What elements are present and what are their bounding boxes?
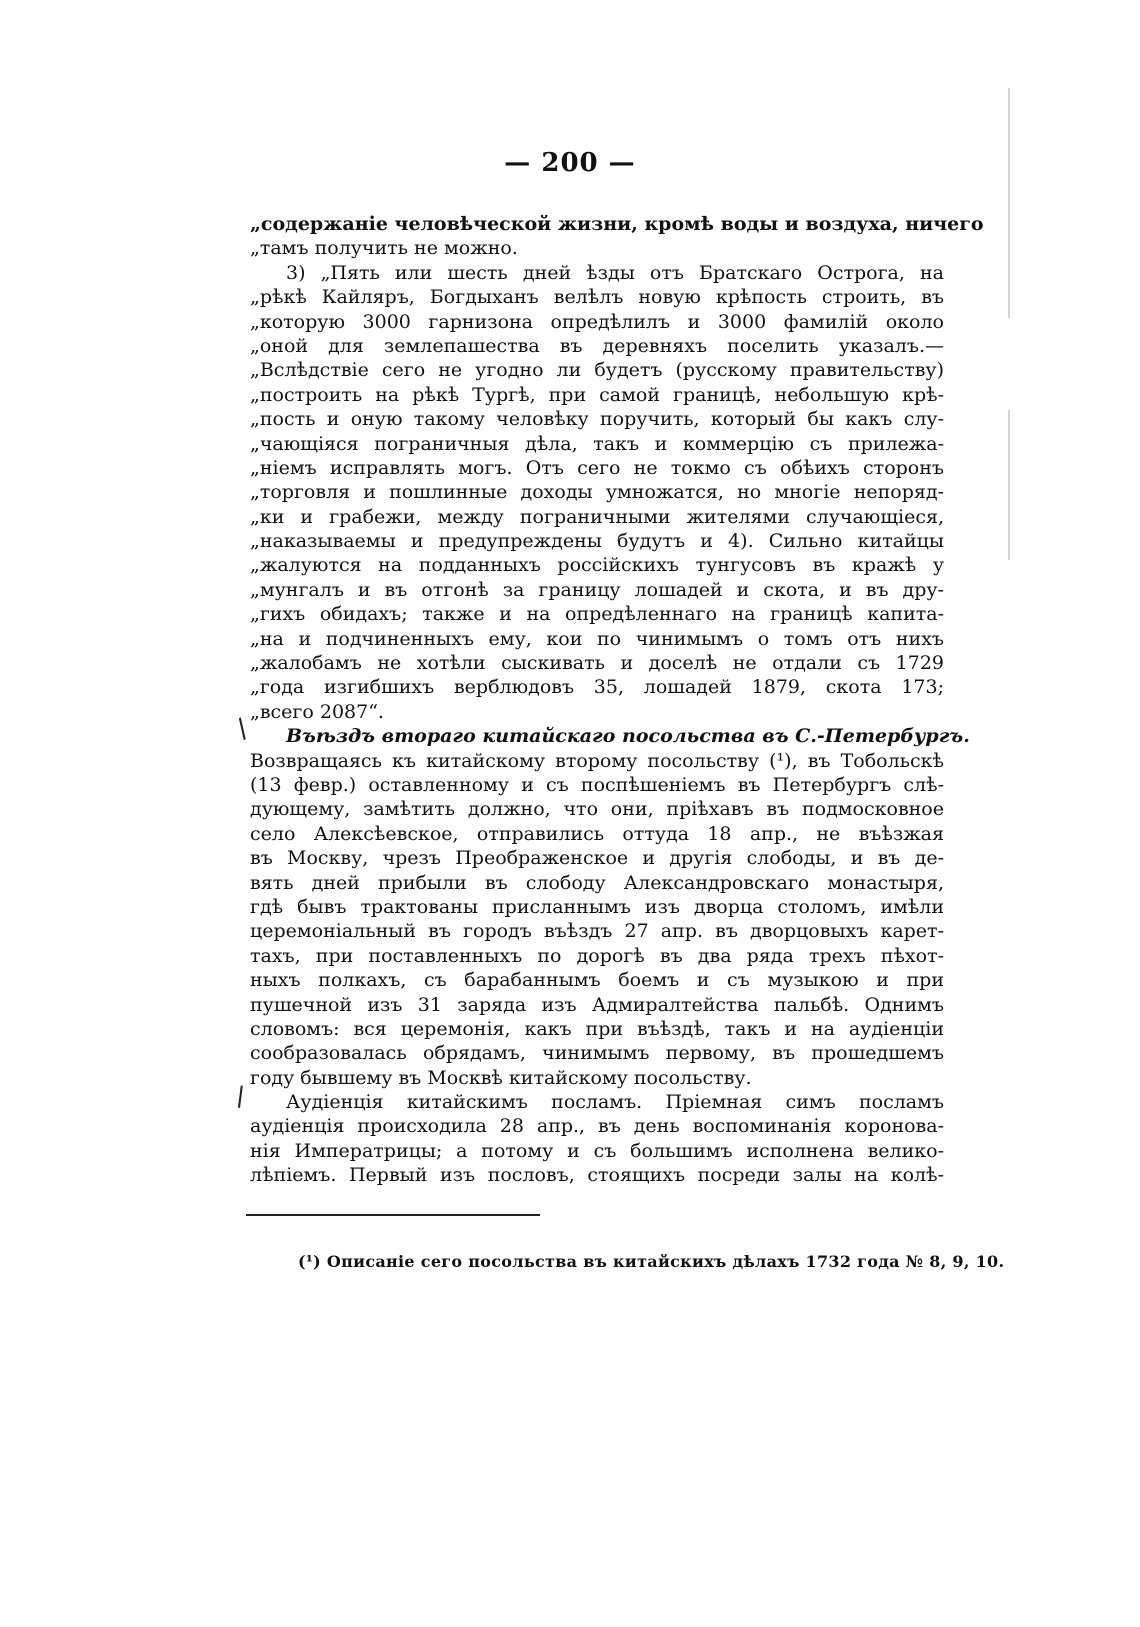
text-line: ныхъ полкахъ, съ барабаннымъ боемъ и съ музыкою и при bbox=[250, 969, 944, 992]
text-line: „на и подчиненныхъ ему, кои по чинимымъ о томъ отъ нихъ bbox=[250, 627, 944, 650]
text-line: нія Императрицы; а потому и съ большимъ исполнена велико- bbox=[250, 1139, 944, 1162]
text-line: (13 февр.) оставленному и съ поспѣшеніемъ въ Петербургъ слѣ- bbox=[250, 773, 944, 796]
text-line: въ Москву, чрезъ Преображенское и другія слободы, и въ де- bbox=[250, 847, 944, 870]
text-line: пушечной изъ 31 заряда изъ Адмиралтейства пальбѣ. Однимъ bbox=[250, 993, 944, 1016]
text-line: лѣпіемъ. Первый изъ пословъ, стоящихъ посреди залы на колѣ- bbox=[250, 1164, 944, 1187]
text-line: „которую 3000 гарнизона опредѣлилъ и 3000 фамилій около bbox=[250, 310, 944, 333]
text-line: словомъ: вся церемонія, какъ при въѣздѣ, такъ и на аудіенціи bbox=[250, 1017, 944, 1040]
text-line: „содержаніе человѣческой жизни, кромѣ воды и воздуха, ничего bbox=[250, 213, 984, 235]
text-line: 3) „Пять или шесть дней ѣзды отъ Братскаго Острога, на bbox=[286, 261, 944, 284]
section-heading: Въѣздъ втораго китайскаго посольства въ С.-Петербургъ. bbox=[286, 725, 970, 748]
text-line: „ніемъ исправлять могъ. Отъ сего не токмо съ обѣихъ сторонъ bbox=[250, 456, 944, 479]
footnote: (¹) Описаніе сего посольства въ китайскихъ дѣлахъ 1732 года № 8, 9, 10. bbox=[298, 1252, 1005, 1271]
scan-edge-line-lower bbox=[1008, 410, 1010, 560]
text-line: дующему, замѣтить должно, что они, пріѣхавъ въ подмосковное bbox=[250, 798, 944, 821]
text-line: село Алексѣевское, отправились оттуда 18 апр., не въѣзжая bbox=[250, 822, 944, 845]
text-line: Возвращаясь къ китайскому второму посольству (¹), въ Тобольскѣ bbox=[250, 749, 944, 772]
page-number: — 200 — bbox=[504, 148, 636, 178]
text-line: тахъ, при поставленныхъ по дорогѣ въ два ряда трехъ пѣхот- bbox=[250, 944, 944, 967]
text-line: вять дней прибыли въ слободу Александровскаго монастыря, bbox=[250, 871, 944, 894]
section-heading: Аудіенція китайскимъ посламъ. Пріемная симъ посламъ bbox=[286, 1091, 944, 1114]
pencil-slash-mark-icon: / bbox=[233, 1081, 248, 1113]
body-text bbox=[250, 212, 984, 1188]
scan-edge-line bbox=[1008, 88, 1010, 318]
text-line: „всего 2087“. bbox=[250, 700, 384, 723]
text-line: году бывшему въ Москвѣ китайскому посольству. bbox=[250, 1066, 752, 1089]
text-line: „ки и грабежи, между пограничными жителями случающіеся, bbox=[250, 505, 944, 528]
text-line: гдѣ бывъ трактованы присланнымъ изъ дворца столомъ, имѣли bbox=[250, 895, 944, 918]
text-line: „наказываемы и предупреждены будутъ и 4). Сильно китайцы bbox=[250, 530, 944, 553]
text-line: „гихъ обидахъ; также и на опредѣленнаго на границѣ капита- bbox=[250, 603, 944, 626]
text-line: „года изгибшихъ верблюдовъ 35, лошадей 1879, скота 173; bbox=[250, 676, 944, 699]
text-line: „Вслѣдствіе сего не угодно ли будетъ (русскому правительству) bbox=[250, 359, 944, 382]
text-line: „рѣкѣ Кайляръ, Богдыханъ велѣлъ новую крѣпость строить, въ bbox=[250, 286, 944, 309]
text-line: „жалуются на подданныхъ россійскихъ тунгусовъ въ кражѣ у bbox=[250, 554, 944, 577]
text-line: „пость и оную такому человѣку поручить, который бы какъ слу- bbox=[250, 408, 944, 431]
text-line: „тамъ получить не можно. bbox=[250, 237, 518, 260]
text-line: „построить на рѣкѣ Тургѣ, при самой границѣ, небольшую крѣ- bbox=[250, 383, 944, 406]
text-line: аудіенція происходила 28 апр., въ день воспоминанія короновa- bbox=[250, 1115, 944, 1138]
text-line: „мунгалъ и въ отгонѣ за границу лошадей и скота, и въ дру- bbox=[250, 578, 944, 601]
text-line: „жалобамъ не хотѣли сыскивать и доселѣ не отдали съ 1729 bbox=[250, 652, 944, 675]
text-line: „оной для землепашества въ деревняхъ поселить указалъ.— bbox=[250, 334, 944, 357]
pencil-slash-mark-icon: / bbox=[231, 713, 254, 745]
text-line: „торговля и пошлинные доходы умножатся, но многіе непоряд- bbox=[250, 481, 944, 504]
footnote-rule bbox=[246, 1214, 540, 1216]
text-line: сообразовалась обрядамъ, чинимымъ первому, въ прошедшемъ bbox=[250, 1042, 944, 1065]
text-line: церемоніальный въ городъ въѣздъ 27 апр. въ дворцовыхъ карет- bbox=[250, 920, 944, 943]
text-line: „чающіяся пограничныя дѣла, такъ и коммерцію съ прилежа- bbox=[250, 432, 944, 455]
